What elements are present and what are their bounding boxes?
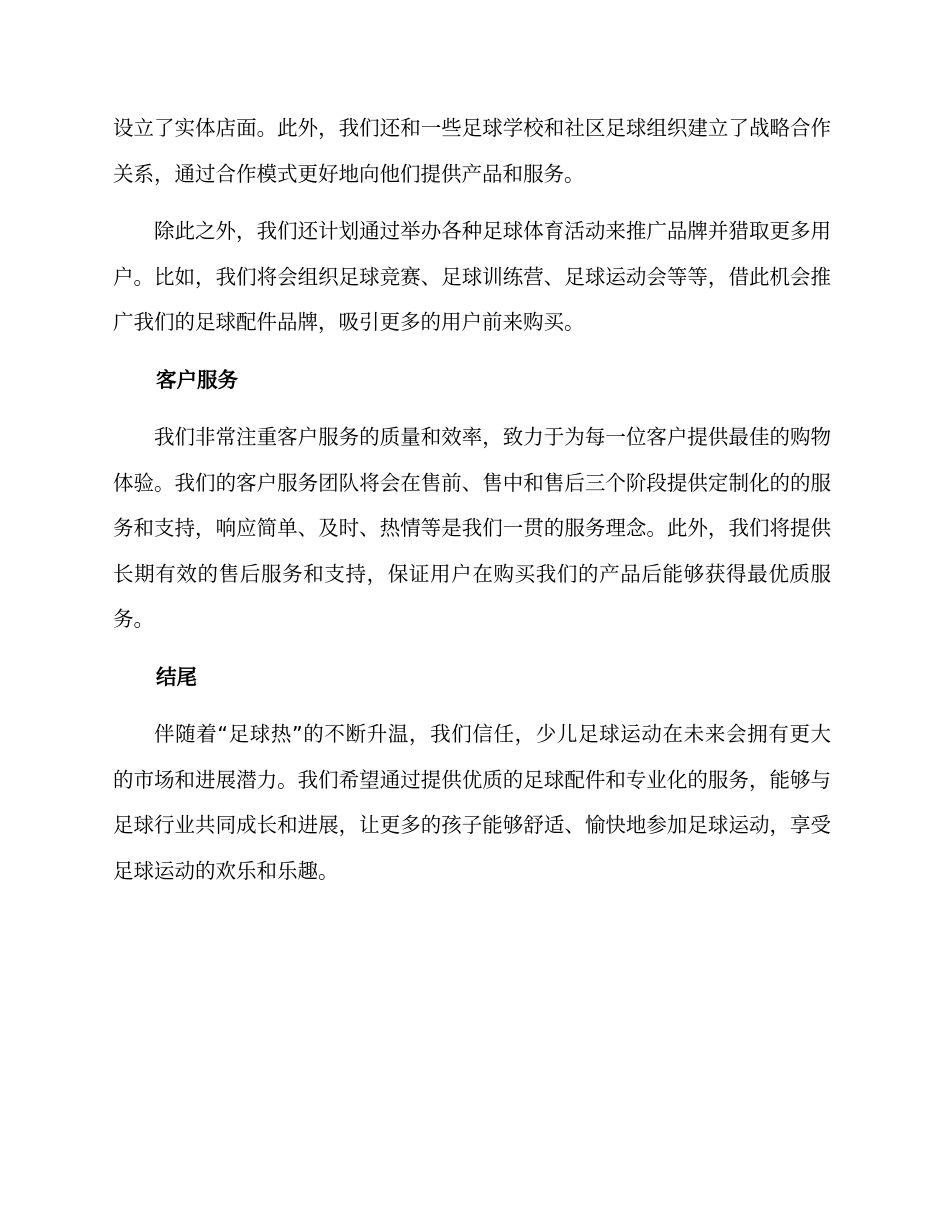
document-page [113,106,831,894]
paragraph-ending: 伴随着“足球热”的不断升温，我们信任，少儿足球运动在未来会拥有更大的市场和进展潜力。我们希望通过提供优质的足球配件和专业化的服务，能够与足球行业共同成长和进展，让更多的孩子能够舒适、愉快地参加足球运动，享受足球运动的欢乐和乐趣。 [113,722,831,883]
paragraph-store-partnerships: 设立了实体店面。此外，我们还和一些足球学校和社区足球组织建立了战略合作关系，通过合作模式更好地向他们提供产品和服务。 [113,116,831,186]
heading-customer-service: 客户服务 [156,367,238,392]
paragraph-customer-service: 我们非常注重客户服务的质量和效率，致力于为每一位客户提供最佳的购物体验。我们的客户服务团队将会在售前、售中和售后三个阶段提供定制化的的服务和支持，响应简单、及时、热情等是我们一贯的服务理念。此外，我们将提供长期有效的售后服务和支持，保证用户在购买我们的产品后能够获得最优质服务。 [113,425,831,631]
paragraph-gap [113,403,831,415]
paragraph-gap [113,700,831,712]
paragraph-gap [113,346,831,358]
paragraph-gap [113,643,831,655]
paragraph-promotion-activities: 除此之外，我们还计划通过举办各种足球体育活动来推广品牌并猎取更多用户。比如，我们将会组织足球竞赛、足球训练营、足球运动会等等，借此机会推广我们的足球配件品牌，吸引更多的用户前来购买。 [113,219,831,334]
paragraph-gap [113,197,831,209]
heading-ending: 结尾 [156,664,197,689]
